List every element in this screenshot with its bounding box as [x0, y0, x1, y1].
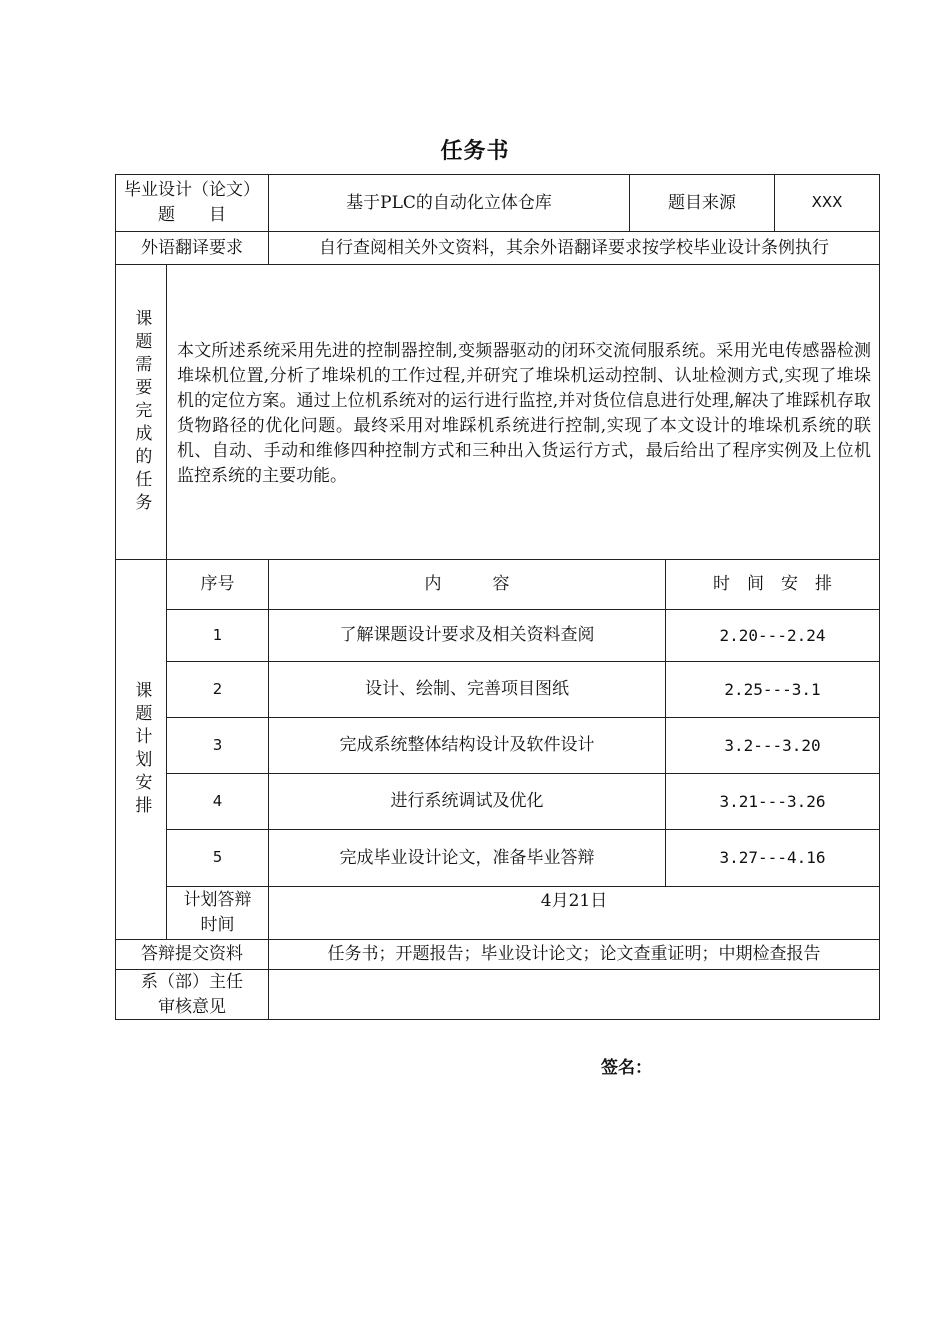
- tasks-text: 本文所述系统采用先进的控制器控制,变频器驱动的闭环交流伺服系统。采用光电传感器检测堆垛机位置,分析了堆垛机的工作过程,并研究了堆垛机运动控制、认址检测方式,实现了堆垛机的定位方案。通过上位机系统对的运行进行监控,并对货位信息进行处理,解决了堆踩机存取货物路径的优化问题。最终采用对堆踩机系统进行控制,实现了本文设计的堆垛机系统的联机、自动、手动和维修四种控制方式和三种出入货运行方式，最后给出了程序实例及上位机监控系统的主要功能。: [166, 264, 880, 560]
- tasks-label: [115, 264, 167, 560]
- plan-label: [115, 559, 167, 940]
- topic-label: 毕业设计（论文）题 目: [115, 174, 269, 232]
- plan-row-time: 2.20---2.24: [665, 609, 880, 662]
- plan-row-seq: 3: [166, 717, 269, 774]
- defense-value: 4月21日: [268, 886, 880, 940]
- translation-value: 自行查阅相关外文资料，其余外语翻译要求按学校毕业设计条例执行: [268, 231, 880, 265]
- plan-row-seq: 4: [166, 773, 269, 830]
- review-label: 系（部）主任审核意见: [115, 969, 269, 1020]
- materials-label: 答辩提交资料: [115, 939, 269, 970]
- plan-row-seq: 5: [166, 829, 269, 887]
- plan-row-time: 3.27---4.16: [665, 829, 880, 887]
- plan-header-seq: 序号: [166, 559, 269, 610]
- plan-row-content: 进行系统调试及优化: [268, 773, 666, 830]
- source-label: 题目来源: [629, 174, 775, 232]
- page-title: 任务书: [440, 139, 510, 164]
- plan-row-content: 了解课题设计要求及相关资料查阅: [268, 609, 666, 662]
- plan-row-seq: 2: [166, 661, 269, 718]
- plan-row-time: 3.2---3.20: [665, 717, 880, 774]
- materials-value: 任务书；开题报告；毕业设计论文；论文查重证明；中期检查报告: [268, 939, 880, 970]
- source-value: XXX: [774, 174, 880, 232]
- plan-header-time: 时 间 安 排: [665, 559, 880, 610]
- plan-row-content: 完成毕业设计论文，准备毕业答辩: [268, 829, 666, 887]
- plan-row-content: 完成系统整体结构设计及软件设计: [268, 717, 666, 774]
- tasks-label-text: 课题需要完成的任务: [131, 308, 152, 516]
- plan-header-content: 内 容: [268, 559, 666, 610]
- plan-row-time: 3.21---3.26: [665, 773, 880, 830]
- translation-label: 外语翻译要求: [115, 231, 269, 265]
- plan-row-seq: 1: [166, 609, 269, 662]
- plan-row-content: 设计、绘制、完善项目图纸: [268, 661, 666, 718]
- signature-label: 签名：: [601, 1058, 652, 1078]
- defense-label: 计划答辩时间: [166, 886, 269, 940]
- review-value[interactable]: [268, 969, 880, 1020]
- plan-row-time: 2.25---3.1: [665, 661, 880, 718]
- topic-value: 基于PLC的自动化立体仓库: [268, 174, 630, 232]
- plan-label-text: 课题计划安排: [131, 680, 152, 819]
